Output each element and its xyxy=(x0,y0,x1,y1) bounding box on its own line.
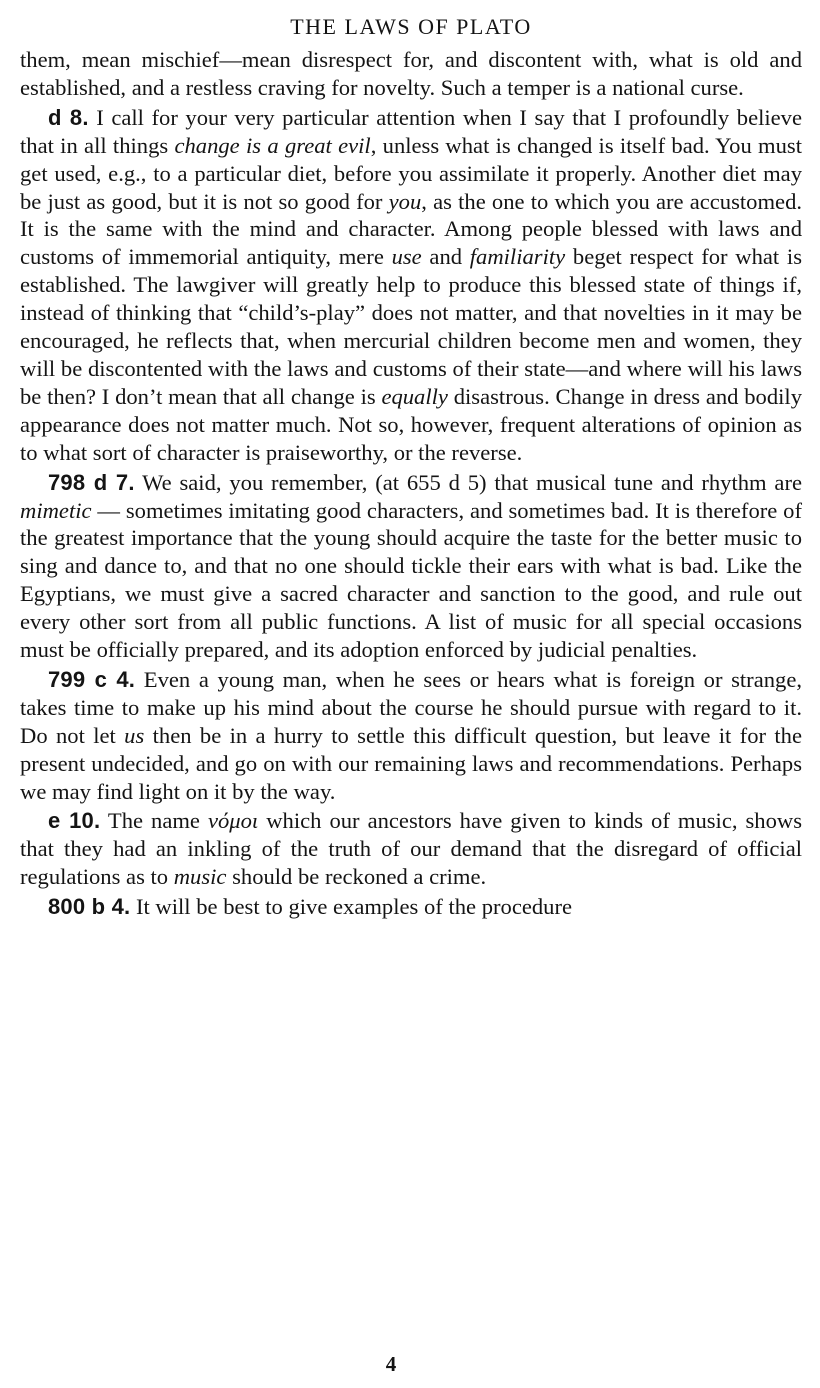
text-run: disastrous. Change in dress and bodily appearance does not matter much. Not so, however, frequent alterations of opinion as to what sort of character is praiseworthy, or the reverse. xyxy=(20,383,802,465)
paragraph-continued xyxy=(20,46,802,102)
paragraph xyxy=(20,104,802,467)
italic-text: mimetic xyxy=(20,497,92,523)
text-run: then be in a hurry to settle this difficult question, but leave it for the present undecided, and go on with our remaining laws and recommendations. Perhaps we may find light on it by the way. xyxy=(20,722,802,804)
text-run: them, mean mischief—mean disrespect for, and discontent with, what is old and established, and a restless craving for novelty. Such a temper is a national curse. xyxy=(20,47,802,100)
text-run: should be reckoned a crime. xyxy=(226,864,487,890)
italic-text: music xyxy=(173,864,227,890)
text-run: The name xyxy=(100,808,208,834)
running-head: THE LAWS OF PLATO xyxy=(290,14,532,39)
section-reference: 800 b 4. xyxy=(48,894,131,920)
page-number: 4 xyxy=(385,1352,397,1376)
text-run: — sometimes imitating good characters, and sometimes bad. It is therefore of the greatest importance that the young should acquire the taste for the better music to sing and dance to, and that no one should tickle their ears with what is bad. Like the Egyptians, we must give a sacred character and sanction to the good, and rule out every other sort from all public functions. A list of music for all special occasions must be officially prepared, and its adoption enforced by judicial penalties. xyxy=(20,497,802,663)
italic-text: you xyxy=(388,188,422,214)
italic-text: change is a great evil xyxy=(174,132,371,158)
text-run: and xyxy=(421,244,470,270)
text-run: , as the one to which you are accustomed. It is the same with the mind and character. Among people blessed with laws and customs of immemorial antiquity, mere xyxy=(20,188,803,270)
text-run: It will be best to give examples of the procedure xyxy=(130,894,573,920)
text-run: Even a young man, when he sees or hears what is foreign or strange, takes time to make up his mind about the course he should pursue with regard to it. Do not let xyxy=(20,666,803,748)
paragraph xyxy=(20,666,802,806)
section-reference: d 8. xyxy=(48,104,89,130)
italic-text: equally xyxy=(381,383,448,409)
section-reference: e 10. xyxy=(48,808,101,834)
text-run: which our ancestors have given to kinds of music, shows that they had an inkling of the truth of our demand that the disregard of official regulations as to xyxy=(20,808,802,890)
body-text xyxy=(20,46,802,921)
italic-text: νόμοι xyxy=(207,808,259,834)
book-page xyxy=(20,10,802,923)
italic-text: us xyxy=(124,722,145,748)
text-run: , unless what is changed is itself bad. You must get used, e.g., to a particular diet, before you assimilate it properly. Another diet may be just as good, but it is not so good for xyxy=(20,132,802,214)
text-run: We said, you remember, (at 655 d 5) that musical tune and rhythm are xyxy=(134,469,803,495)
text-run: I call for your very particular attention when I say that I profoundly believe that in all things xyxy=(20,104,803,158)
section-reference: 799 c 4. xyxy=(48,666,136,692)
paragraph xyxy=(20,469,802,664)
section-reference: 798 d 7. xyxy=(48,469,135,495)
paragraph xyxy=(20,893,802,921)
paragraph xyxy=(20,807,802,891)
text-run: beget respect for what is established. The lawgiver will greatly help to produce this blessed state of things if, instead of thinking that “child’s-play” does not matter, and that novelties in it may be encouraged, he reflects that, when mercurial children become men and women, they will be discontented with the laws and customs of their state—and where will his laws be then? I don’t mean that all change is xyxy=(20,244,803,409)
italic-text: use xyxy=(391,244,422,270)
italic-text: familiarity xyxy=(469,244,566,270)
